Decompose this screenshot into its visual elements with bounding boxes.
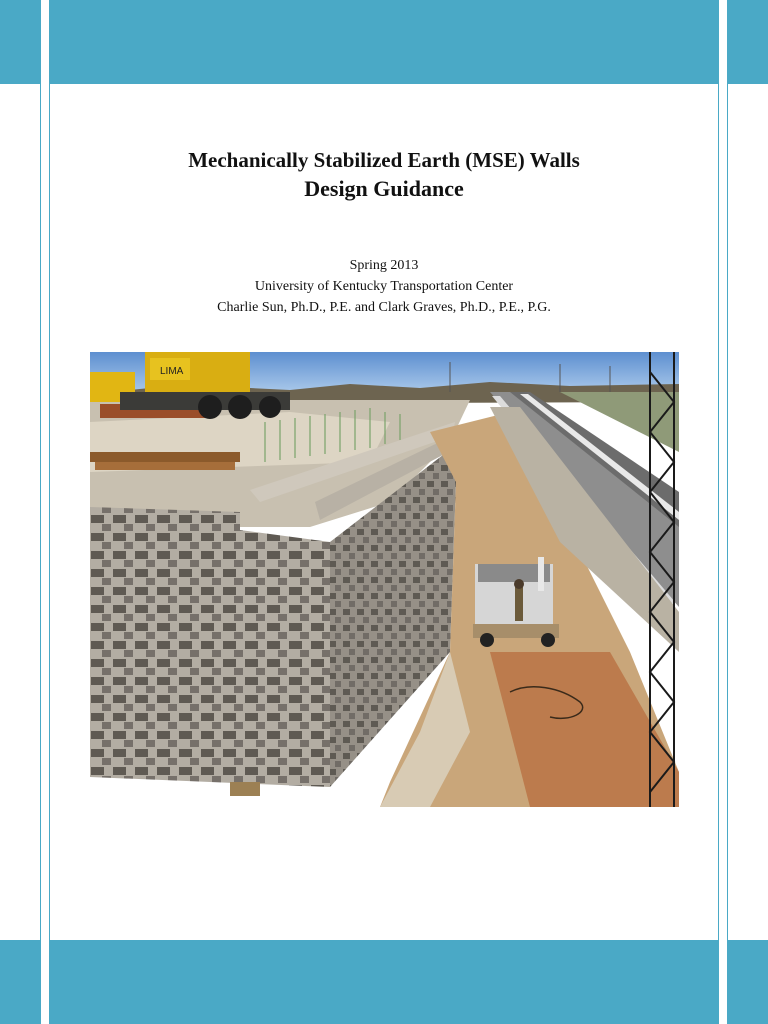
document-title: Mechanically Stabilized Earth (MSE) Walls [188,148,580,172]
bottom-band-center [50,940,718,1024]
bottom-band-right [727,940,768,1024]
top-band-center [50,0,718,84]
document-date: Spring 2013 [349,258,419,273]
cover-photo [90,352,679,807]
bottom-band-left [0,940,40,1024]
document-subtitle: Design Guidance [304,176,464,201]
document-organization: University of Kentucky Transportation Center [254,279,514,294]
top-band-right [727,0,768,84]
document-authors: Charlie Sun, Ph.D., P.E. and Clark Graves, Ph.D., P.E., P.G. [217,300,551,315]
top-band-left [0,0,40,84]
crane-label: LIMA [160,366,184,377]
